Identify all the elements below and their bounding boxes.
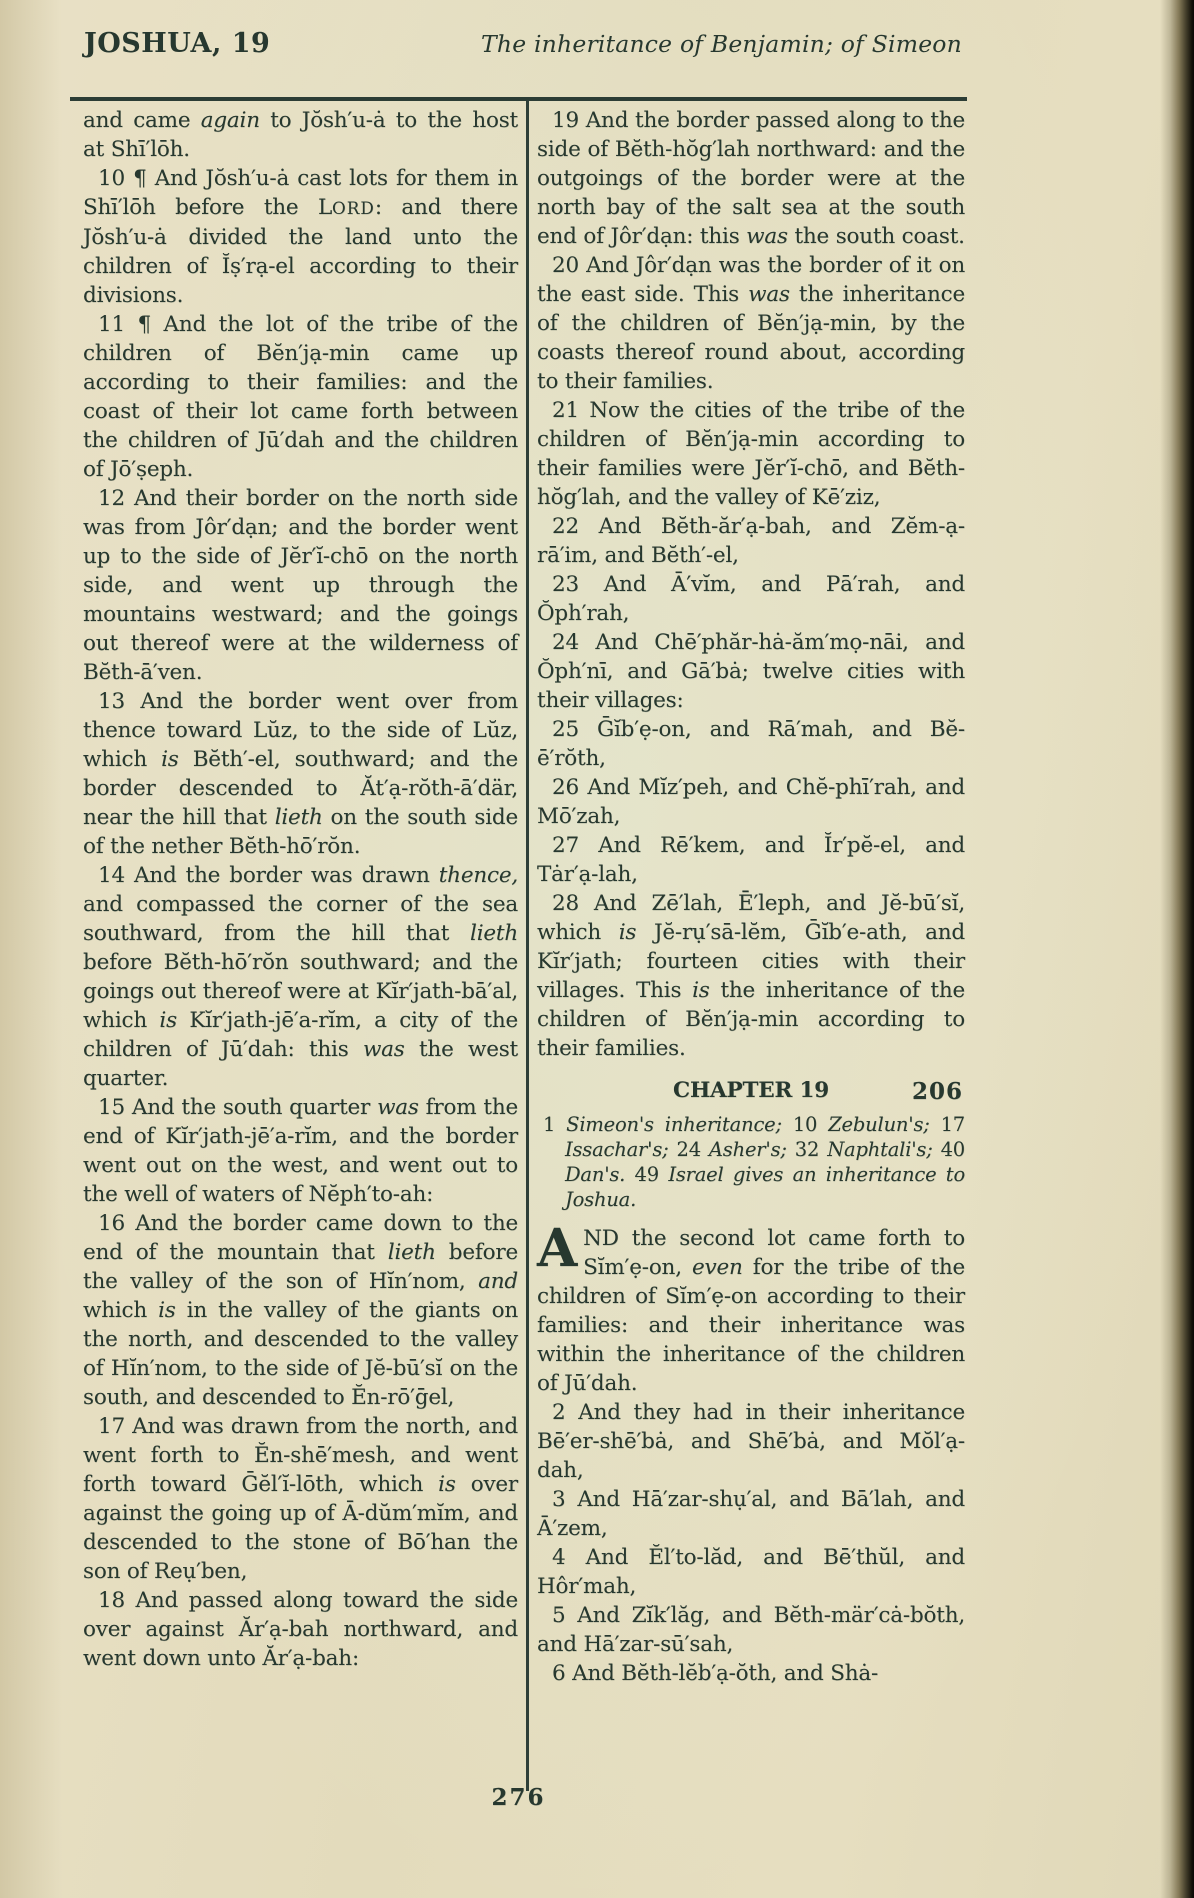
book-chapter-label: JOSHUA, 19	[84, 28, 271, 59]
verse-paragraph: 21 Now the cities of the tribe of the children of Bĕn′jạ-min according to their families were Jĕr′ĭ-chō, and Bĕth-hŏg′lah, and the valley of Kē′ziz,	[537, 398, 965, 510]
verse-paragraph: 19 And the border passed along to the side of Bĕth-hŏg′lah northward: and the outgoings of the border were at the north bay of the salt sea at the south end of Jôr′dạn: this was the south coast.	[537, 108, 965, 249]
verse-paragraph: 6 And Bĕth-lĕb′ạ-ŏth, and Shȧ-	[552, 1661, 879, 1686]
page-number: 276	[491, 1784, 546, 1811]
verse-paragraph: 28 And Zē′lah, Ē′leph, and Jĕ-bū′sĭ, which is Jĕ-rụ′sā-lĕm, Ḡĭb′e-ath, and Kĭr′jath; fourteen cities with their villages. This is the inheritance of the children of Bĕn′jạ-min according to their families.	[537, 891, 965, 1061]
verse-paragraph: 15 And the south quarter was from the end of Kĭr′jath-jē′a-rĭm, and the border went out on the west, and went out to the well of waters of Nĕph′to-ah:	[83, 1095, 518, 1207]
verse-paragraph: 16 And the border came down to the end of the mountain that lieth before the valley of the son of Hĭn′nom, and which is in the valley of the giants on the north, and descended to the valley of Hĭn′nom, to the side of Jĕ-bū′sĭ on the south, and descended to Ĕn-rō′ḡel,	[83, 1211, 518, 1410]
verse-paragraph: 17 And was drawn from the north, and went forth to Ĕn-shē′mesh, and went forth toward Ḡĕl′ĭ-lōth, which is over against the going up of Ā-dŭm′mĭm, and descended to the stone of Bō′han the son of Reụ′ben,	[83, 1414, 518, 1584]
verse-paragraph: 14 And the border was drawn thence, and compassed the corner of the sea southward, from the hill that lieth before Bĕth-hō′rŏn southward; and the goings out thereof were at Kĭr′jath-bā′al, which is Kĭr′jath-jē′a-rĭm, a city of the children of Jū′dah: this was the west quarter.	[83, 863, 518, 1091]
verse-paragraph: 27 And Rē′kem, and Ĭr′pĕ-el, and Tȧr′ạ-lah,	[537, 833, 965, 887]
verse-paragraph: 26 And Mĭz′peh, and Chĕ-phī′rah, and Mō′zah,	[537, 775, 965, 829]
verse-paragraph: 22 And Bĕth-ăr′ạ-bah, and Zĕm-ạ-rā′im, and Bĕth′-el,	[537, 514, 965, 568]
chapter-heading	[537, 1076, 965, 1105]
left-text-column	[83, 106, 518, 1673]
verse-paragraph: 3 And Hā′zar-shụ′al, and Bā′lah, and Ā′zem,	[537, 1487, 965, 1541]
verse-paragraph: 4 And Ĕl′to-lăd, and Bē′thŭl, and Hôr′mah,	[537, 1545, 965, 1599]
verse-paragraph: 5 And Zĭk′lăg, and Bĕth-mär′cȧ-bŏth, and Hā′zar-sū′sah,	[537, 1603, 965, 1657]
right-text-column	[537, 106, 965, 1688]
running-head	[84, 28, 962, 59]
verse-paragraph: 11 ¶ And the lot of the tribe of the children of Bĕn′jạ-min came up according to their families: and the coast of their lot came forth between the children of Jū′dah and the children of Jō′ṣeph.	[83, 312, 518, 482]
verse-paragraph: 10 ¶ And Jŏsh′u-ȧ cast lots for them in Shī′lōh before the LORD: and there Jŏsh′u-ȧ divided the land unto the children of Ĭṣ′rạ-el according to their divisions.	[83, 166, 518, 308]
verse-paragraph: 18 And passed along toward the side over against Ăr′ạ-bah northward, and went down unto Ăr′ạ-bah:	[83, 1588, 518, 1671]
continuation-paragraph: and came again to Jŏsh′u-ȧ to the host at Shī′lōh.	[83, 108, 518, 162]
chapter-page-ref: 206	[911, 1078, 963, 1105]
verse-paragraph: 24 And Chē′phăr-hȧ-ăm′mọ-nāi, and Ŏph′nī, and Gā′bȧ; twelve cities with their villages:	[537, 630, 965, 713]
verse-paragraph: 2 And they had in their inheritance Bē′er-shē′bȧ, and Shē′bȧ, and Mŏl′ạ-dah,	[537, 1400, 965, 1483]
chapter-title: CHAPTER 19	[673, 1078, 829, 1103]
header-rule	[70, 97, 967, 101]
verse-paragraph: 23 And Ā′vĭm, and Pā′rah, and Ŏph′rah,	[537, 572, 965, 626]
page-left-edge-shading	[0, 0, 62, 1898]
verse-paragraph: 20 And Jôr′dạn was the border of it on the east side. This was the inheritance of the children of Bĕn′jạ-min, by the coasts thereof round about, according to their families.	[537, 253, 965, 394]
verse-paragraph: 25 Ḡĭb′ẹ-on, and Rā′mah, and Bĕ-ē′rŏth,	[537, 717, 965, 771]
column-divider-rule	[526, 101, 529, 1791]
verse-paragraph: 13 And the border went over from thence toward Lŭz, to the side of Lŭz, which is Bĕth′-el, southward; and the border descended to Ăt′ạ-rŏth-ā′där, near the hill that lieth on the south side of the nether Bĕth-hō′rŏn.	[83, 689, 518, 859]
running-head-summary: The inheritance of Benjamin; of Simeon	[480, 30, 962, 58]
verse-paragraph: 12 And their border on the north side was from Jôr′dạn; and the border went up to the side of Jĕr′ĭ-chō on the north side, and went up through the mountains westward; and the goings out thereof were at the wilderness of Bĕth-ā′ven.	[83, 486, 518, 685]
page-gutter-shadow	[1160, 0, 1194, 1898]
chapter-opening-paragraph: AND the second lot came forth to Sĭm′ẹ-on, even for the tribe of the children of Sĭm′ẹ-on according to their families: and their inheritance was within the inheritance of the children of Jū′dah.	[537, 1218, 965, 1396]
chapter-summary: 1 Simeon's inheritance; 10 Zebulun's; 17 Issachar's; 24 Asher's; 32 Naphtali's; 40 Dan's. 49 Israel gives an inheritance to Joshua.	[543, 1113, 965, 1211]
